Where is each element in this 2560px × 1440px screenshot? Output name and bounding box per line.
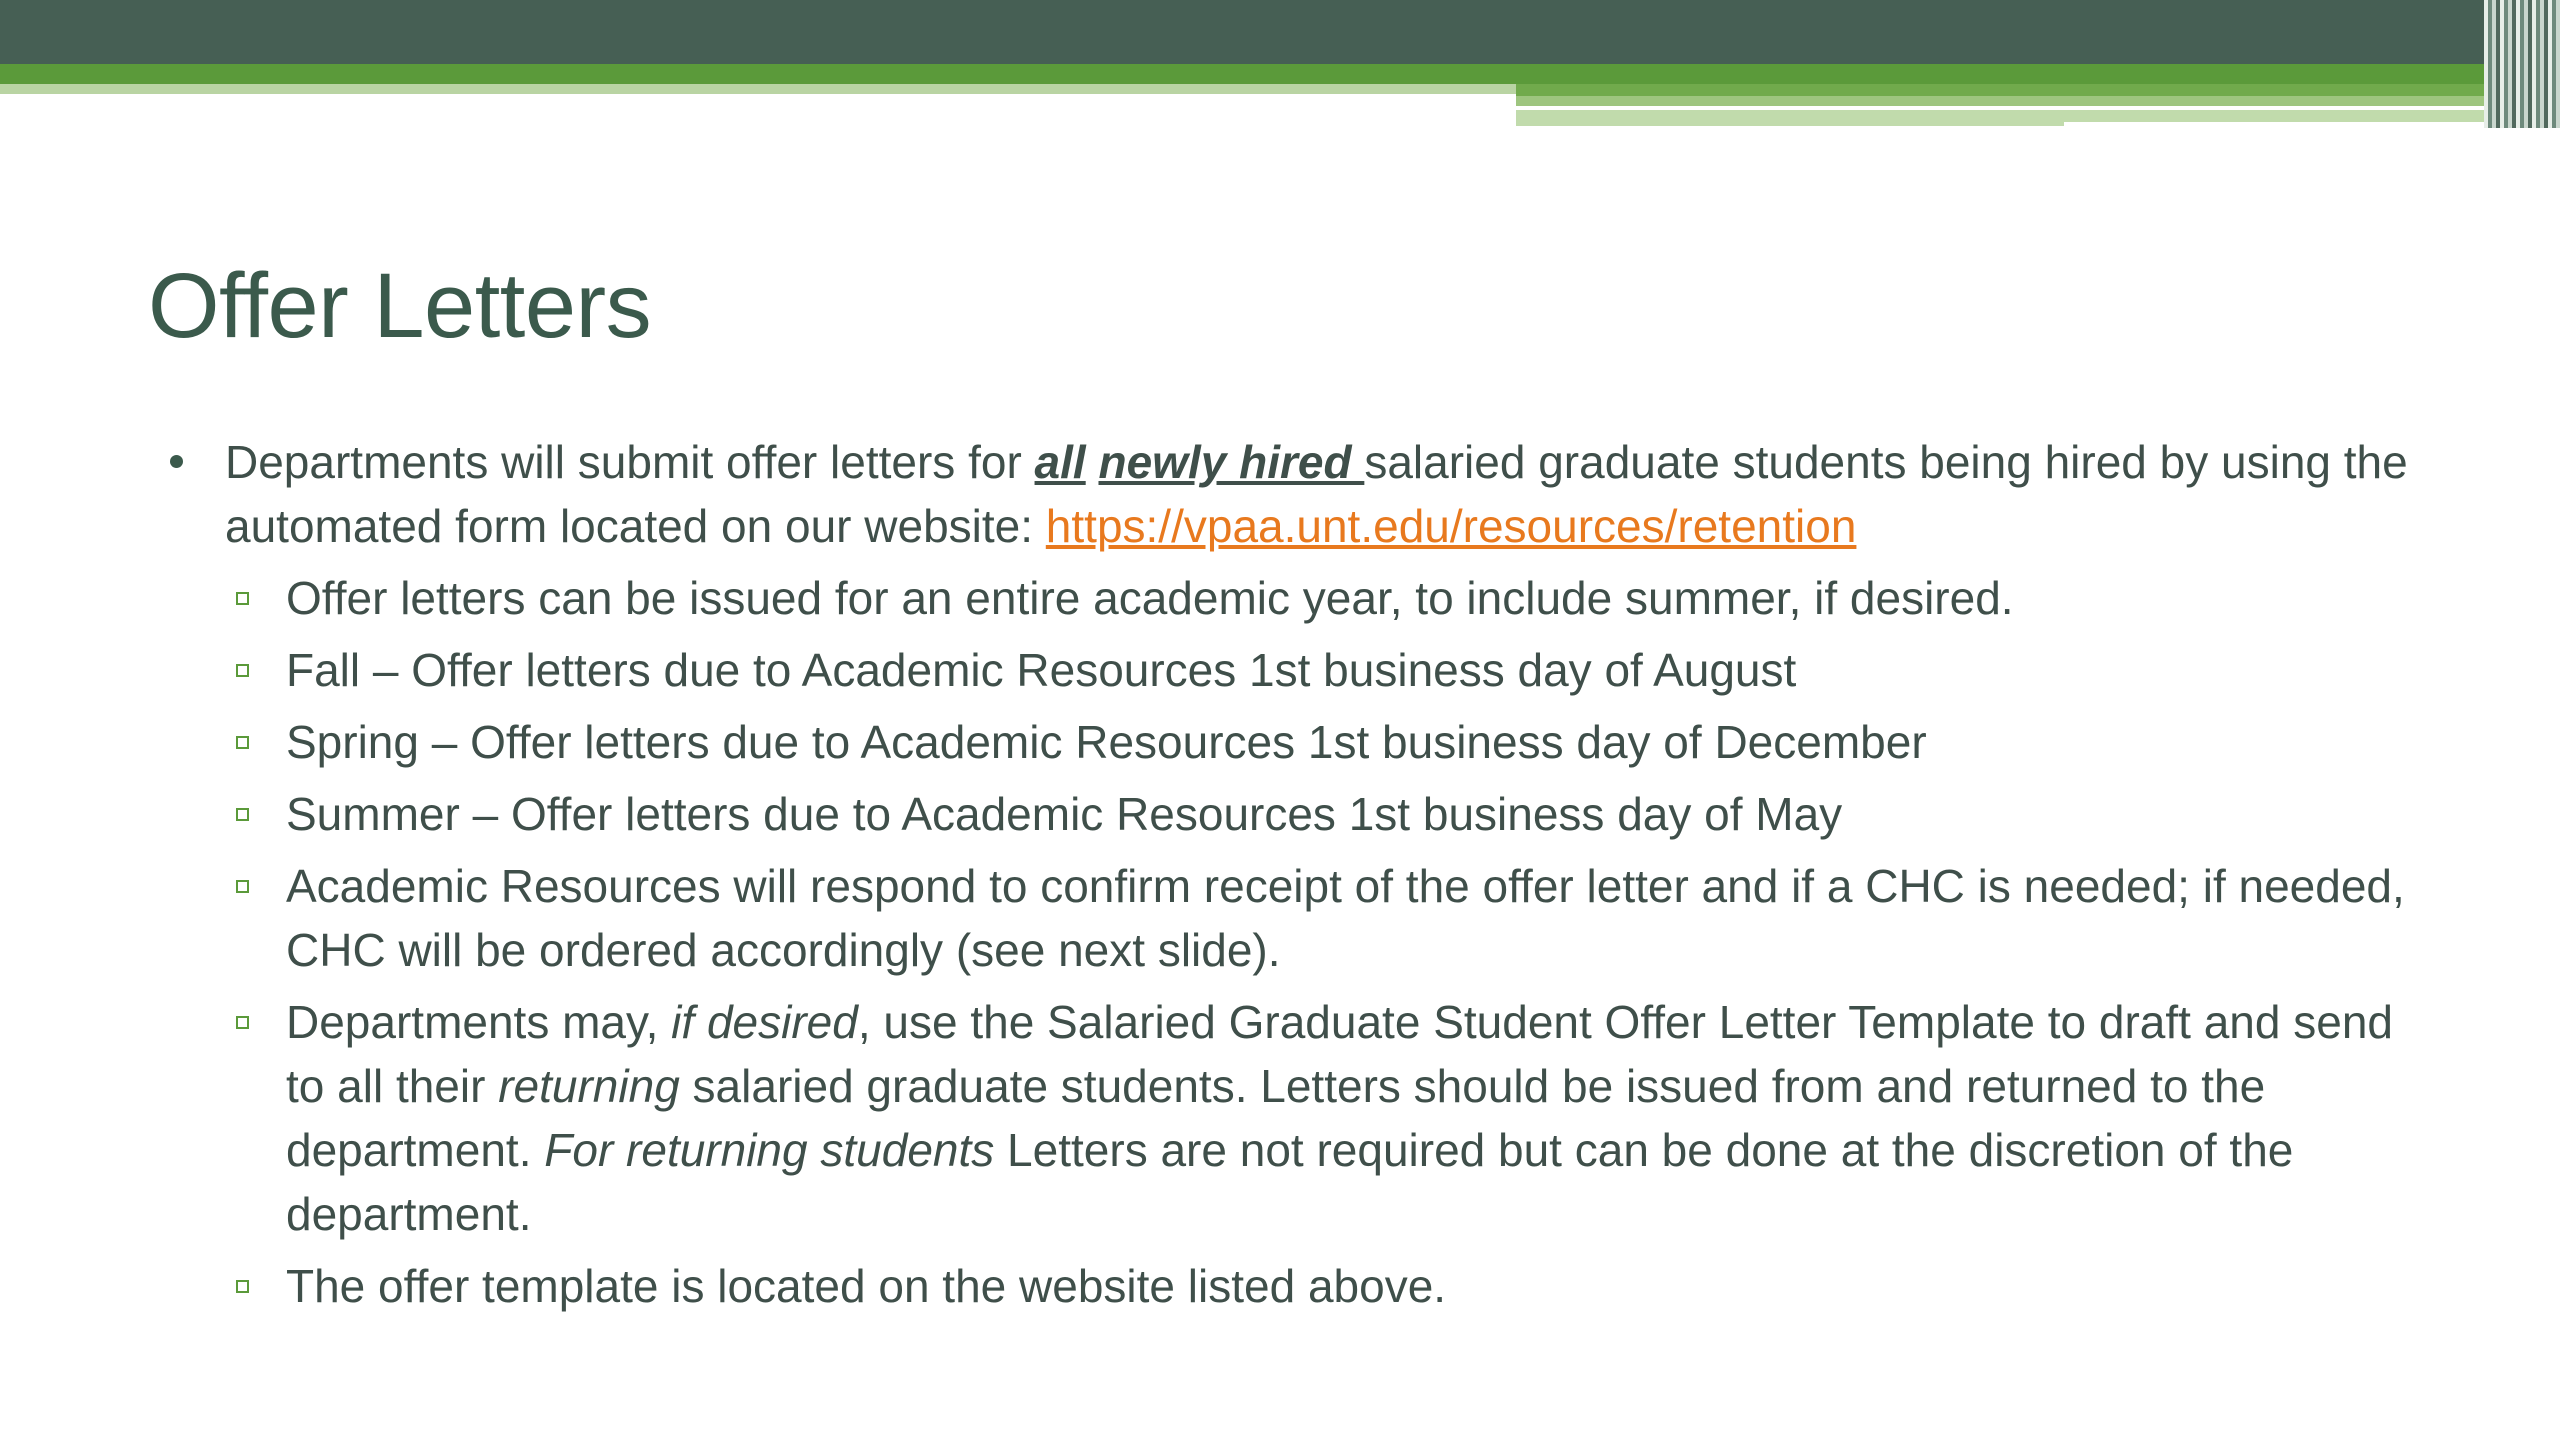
header-bar-dark <box>0 0 2560 64</box>
square-bullet-icon <box>236 664 249 677</box>
emphasis-newly-hired: newly hired <box>1098 436 1365 488</box>
bullet-space <box>1086 436 1099 488</box>
slide-title: Offer Letters <box>148 255 652 357</box>
header-stripes <box>2484 0 2560 128</box>
header-accent-block <box>1516 84 2560 96</box>
retention-link[interactable]: https://vpaa.unt.edu/resources/retention <box>1045 500 1857 552</box>
sub-bullet-item-2 <box>160 638 2440 702</box>
square-bullet-icon <box>236 736 249 749</box>
bullet-item-main <box>160 430 2440 558</box>
italic-returning: returning <box>498 1060 680 1112</box>
sub-bullet-item-4 <box>160 782 2440 846</box>
sub-bullet-text: Offer letters can be issued for an entire academic year, to include summer, if desired. <box>286 572 2014 624</box>
square-bullet-icon <box>236 808 249 821</box>
header-bar-green <box>0 64 2560 84</box>
square-bullet-icon <box>236 1280 249 1293</box>
bullet-text-continued: salaried graduate students being hired by using the automated form located on our website: <box>225 436 2408 552</box>
sub-bullet-text: , use the Salaried Graduate Student Offer Letter Template to draft and send to all their <box>286 996 2393 1112</box>
sub-bullet-item-6 <box>160 990 2440 1246</box>
bullet-dot-icon <box>170 455 183 468</box>
emphasis-all: all <box>1034 436 1086 488</box>
slide-body <box>160 430 2440 1318</box>
sub-bullet-text: Summer – Offer letters due to Academic Resources 1st business day of May <box>286 788 1843 840</box>
italic-if-desired: if desired <box>671 996 858 1048</box>
sub-bullet-text: Spring – Offer letters due to Academic Resources 1st business day of December <box>286 716 1927 768</box>
square-bullet-icon <box>236 592 249 605</box>
square-bullet-icon <box>236 880 249 893</box>
sub-bullet-text: The offer template is located on the website listed above. <box>286 1260 1447 1312</box>
sub-bullet-item-7 <box>160 1254 2440 1318</box>
sub-bullet-text: Academic Resources will respond to confirm receipt of the offer letter and if a CHC is needed; if needed, CHC will be ordered accordingly (see next slide). <box>286 860 2405 976</box>
header-bar-light <box>0 84 1516 94</box>
square-bullet-icon <box>236 1016 249 1029</box>
sub-bullet-item-5 <box>160 854 2440 982</box>
sub-bullet-text: salaried graduate students. Letters should be issued from and returned to the department. <box>286 1060 2266 1176</box>
sub-bullet-item-3 <box>160 710 2440 774</box>
sub-bullet-text: Letters are not required but can be done at the discretion of the department. <box>286 1124 2294 1240</box>
sub-bullet-text: Departments may, <box>286 996 672 1048</box>
sub-bullet-item-1 <box>160 566 2440 630</box>
bullet-text: Departments will submit offer letters for <box>225 436 1035 488</box>
italic-for-returning-students: For returning students <box>544 1124 995 1176</box>
header-accent-light <box>1516 96 2560 106</box>
sub-bullet-text: Fall – Offer letters due to Academic Resources 1st business day of August <box>286 644 1797 696</box>
